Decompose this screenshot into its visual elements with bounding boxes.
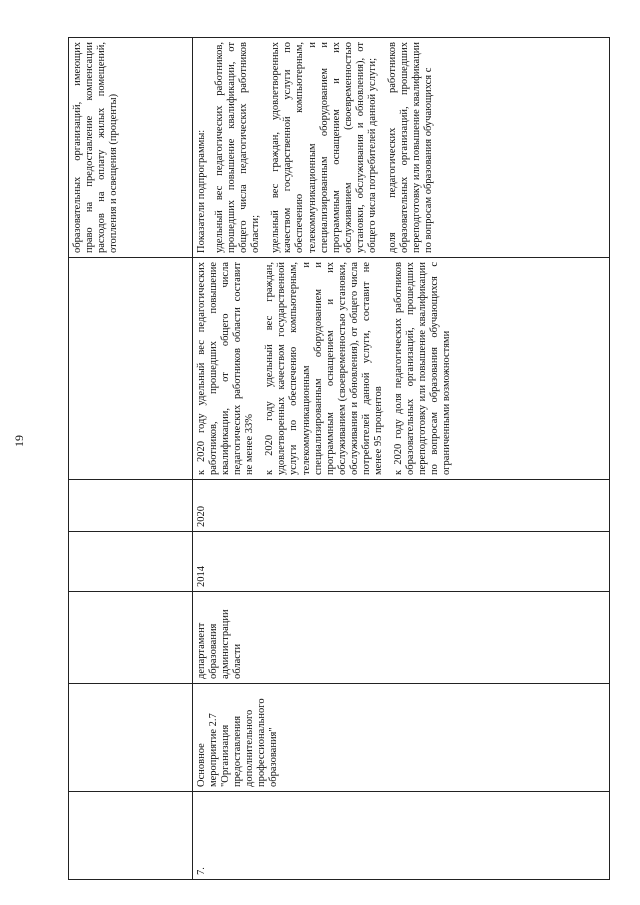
cell-measure-name: Основное мероприятие 2.7 "Организация предоставления дополнительного профессионального образования" (193, 684, 610, 792)
program-table (68, 37, 610, 880)
cell-empty-result (69, 258, 193, 480)
indicator-text-3: доля педагогических работников образовательных организаций, прошедших переподготовку или повышение квалификации по вопросам образования обучающихся с (386, 42, 435, 253)
cell-expected-results (193, 258, 610, 480)
result-text-1: к 2020 году удельный вес педагогических работников, прошедших повышение квалификации, от общего числа педагогических работников области составит не менее 33% (196, 262, 256, 475)
cell-row-number: 7. (193, 792, 610, 880)
cell-empty-name (69, 684, 193, 792)
cell-executor: департамент образования администрации области (193, 592, 610, 684)
result-text-2: к 2020 году удельный вес граждан, удовлетворенных качеством государственной услуги по обеспечению компьютерным, телекоммуникационным и специализированным оборудованием и программным оснащением и их обслуживанием (своевременностью установки, обслуживания и обновления), от общего числа потребителей данной услуги, составит не менее 95 процентов (264, 262, 384, 475)
rotated-table-container (68, 38, 610, 880)
cell-indicator-continuation: образовательных организаций, имеющих право на предоставление компенсации расходов на оплату жилых помещений, отопления и освещения (проценты) (69, 38, 193, 258)
cell-end-year: 2020 (193, 480, 610, 532)
cell-empty-executor (69, 592, 193, 684)
indicator-text-2: удельный вес граждан, удовлетворенных качеством государственной услуги по обеспечению компьютерным, телекоммуникационным и специализированным оборудованием и программным оснащением и их обслуживанием (своевременностью установки, обслуживания и обновления), от общего числа потребителей данной услуги; (270, 42, 378, 253)
cell-empty-number (69, 792, 193, 880)
indicators-title: Показатели подпрограммы: (196, 129, 207, 253)
result-text-3: к 2020 году доля педагогических работников образовательных организаций, прошедших переподготовку или повышение квалификации по вопросам образования обучающихся с ограниченными возможностями (392, 262, 453, 475)
page-number: 19 (12, 435, 26, 447)
table-row-measure-7 (193, 38, 610, 880)
table-row-continuation (69, 38, 193, 880)
cell-indicators (193, 38, 610, 258)
indicator-text-1: удельный вес педагогических работников, прошедших повышение квалификации, от общего числа педагогических работников области; (214, 42, 262, 253)
cell-empty-start (69, 532, 193, 592)
cell-start-year: 2014 (193, 532, 610, 592)
cell-empty-end (69, 480, 193, 532)
